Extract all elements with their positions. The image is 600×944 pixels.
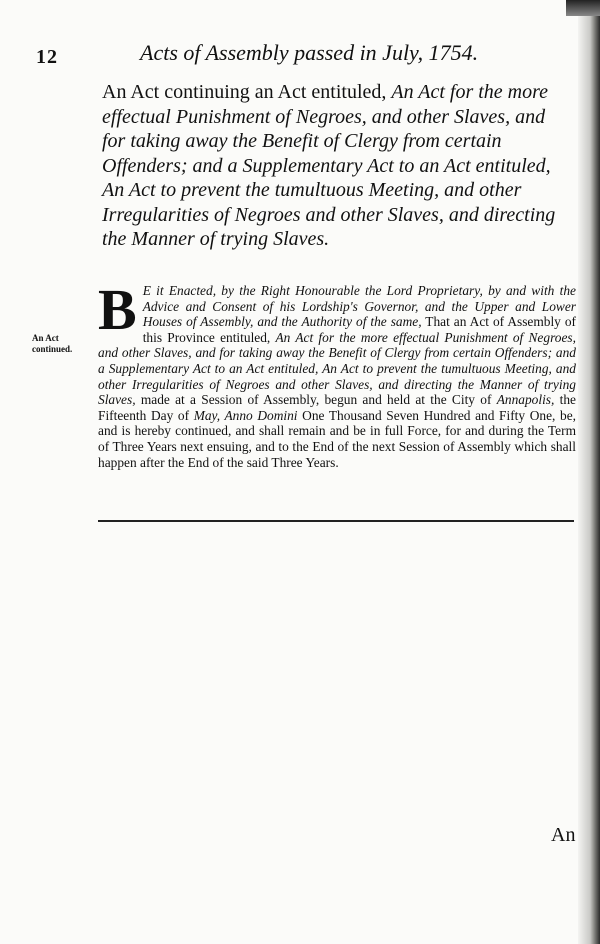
act-title-italic: An Act for the more effectual Punishment of Negroes, and other Slaves, and for taking away the Benefit of Clergy from certain Offenders; and a Supplementary Act to an Act entituled, An Act to prevent the tumultuous Meeting, and other Irregularities of Negroes and other Slaves, and directing the Manner of trying Slaves. (102, 81, 556, 250)
section-rule (98, 520, 574, 522)
cited-act: An Act for the more effectual Punishment of Negroes, and other Slaves, and for taking away the Benefit of Clergy from certain Offenders; and a Supplementary Act to an Act entituled, An Act to prevent the tumultuous Meeting, and other Irregularities of Negroes and other Slaves, and directing the Manner of trying Slaves, (98, 329, 576, 408)
act-title-lead: An Act continuing an Act entituled, (102, 81, 392, 103)
city-name: Annapolis, (496, 392, 555, 408)
page-number: 12 (36, 46, 58, 68)
month-name: May, Anno Domini (193, 407, 298, 423)
page-edge-shadow (578, 0, 600, 944)
margin-note: An Act continued. (32, 333, 73, 354)
drop-cap: B (98, 277, 137, 342)
body-text-2: made at a Session of Assembly, begun and held at the City of (135, 392, 497, 408)
body-text-1: That an Act of Assembly of this Province entituled, (142, 314, 576, 345)
page-corner-shadow (566, 0, 600, 16)
act-title (102, 80, 562, 252)
body-text-3: the Fifteenth Day of (98, 392, 576, 423)
act-body (98, 277, 576, 470)
catchword: An (551, 824, 576, 846)
running-head: Acts of Assembly passed in July, 1754. (140, 40, 479, 65)
enacting-clause: E it Enacted, by the Right Honourable the Lord Proprietary, by and with the Advice and Consent of his Lordship's Governor, and the Upper and Lower Houses of Assembly, and the Authority of the same, (142, 283, 576, 330)
body-text-4: One Thousand Seven Hundred and Fifty One, be, and is hereby continued, and shall remain and be in full Force, for and during the Term of Three Years next ensuing, and to the End of the next Session of Assembly which shall happen after the End of the said Three Years. (98, 407, 576, 470)
